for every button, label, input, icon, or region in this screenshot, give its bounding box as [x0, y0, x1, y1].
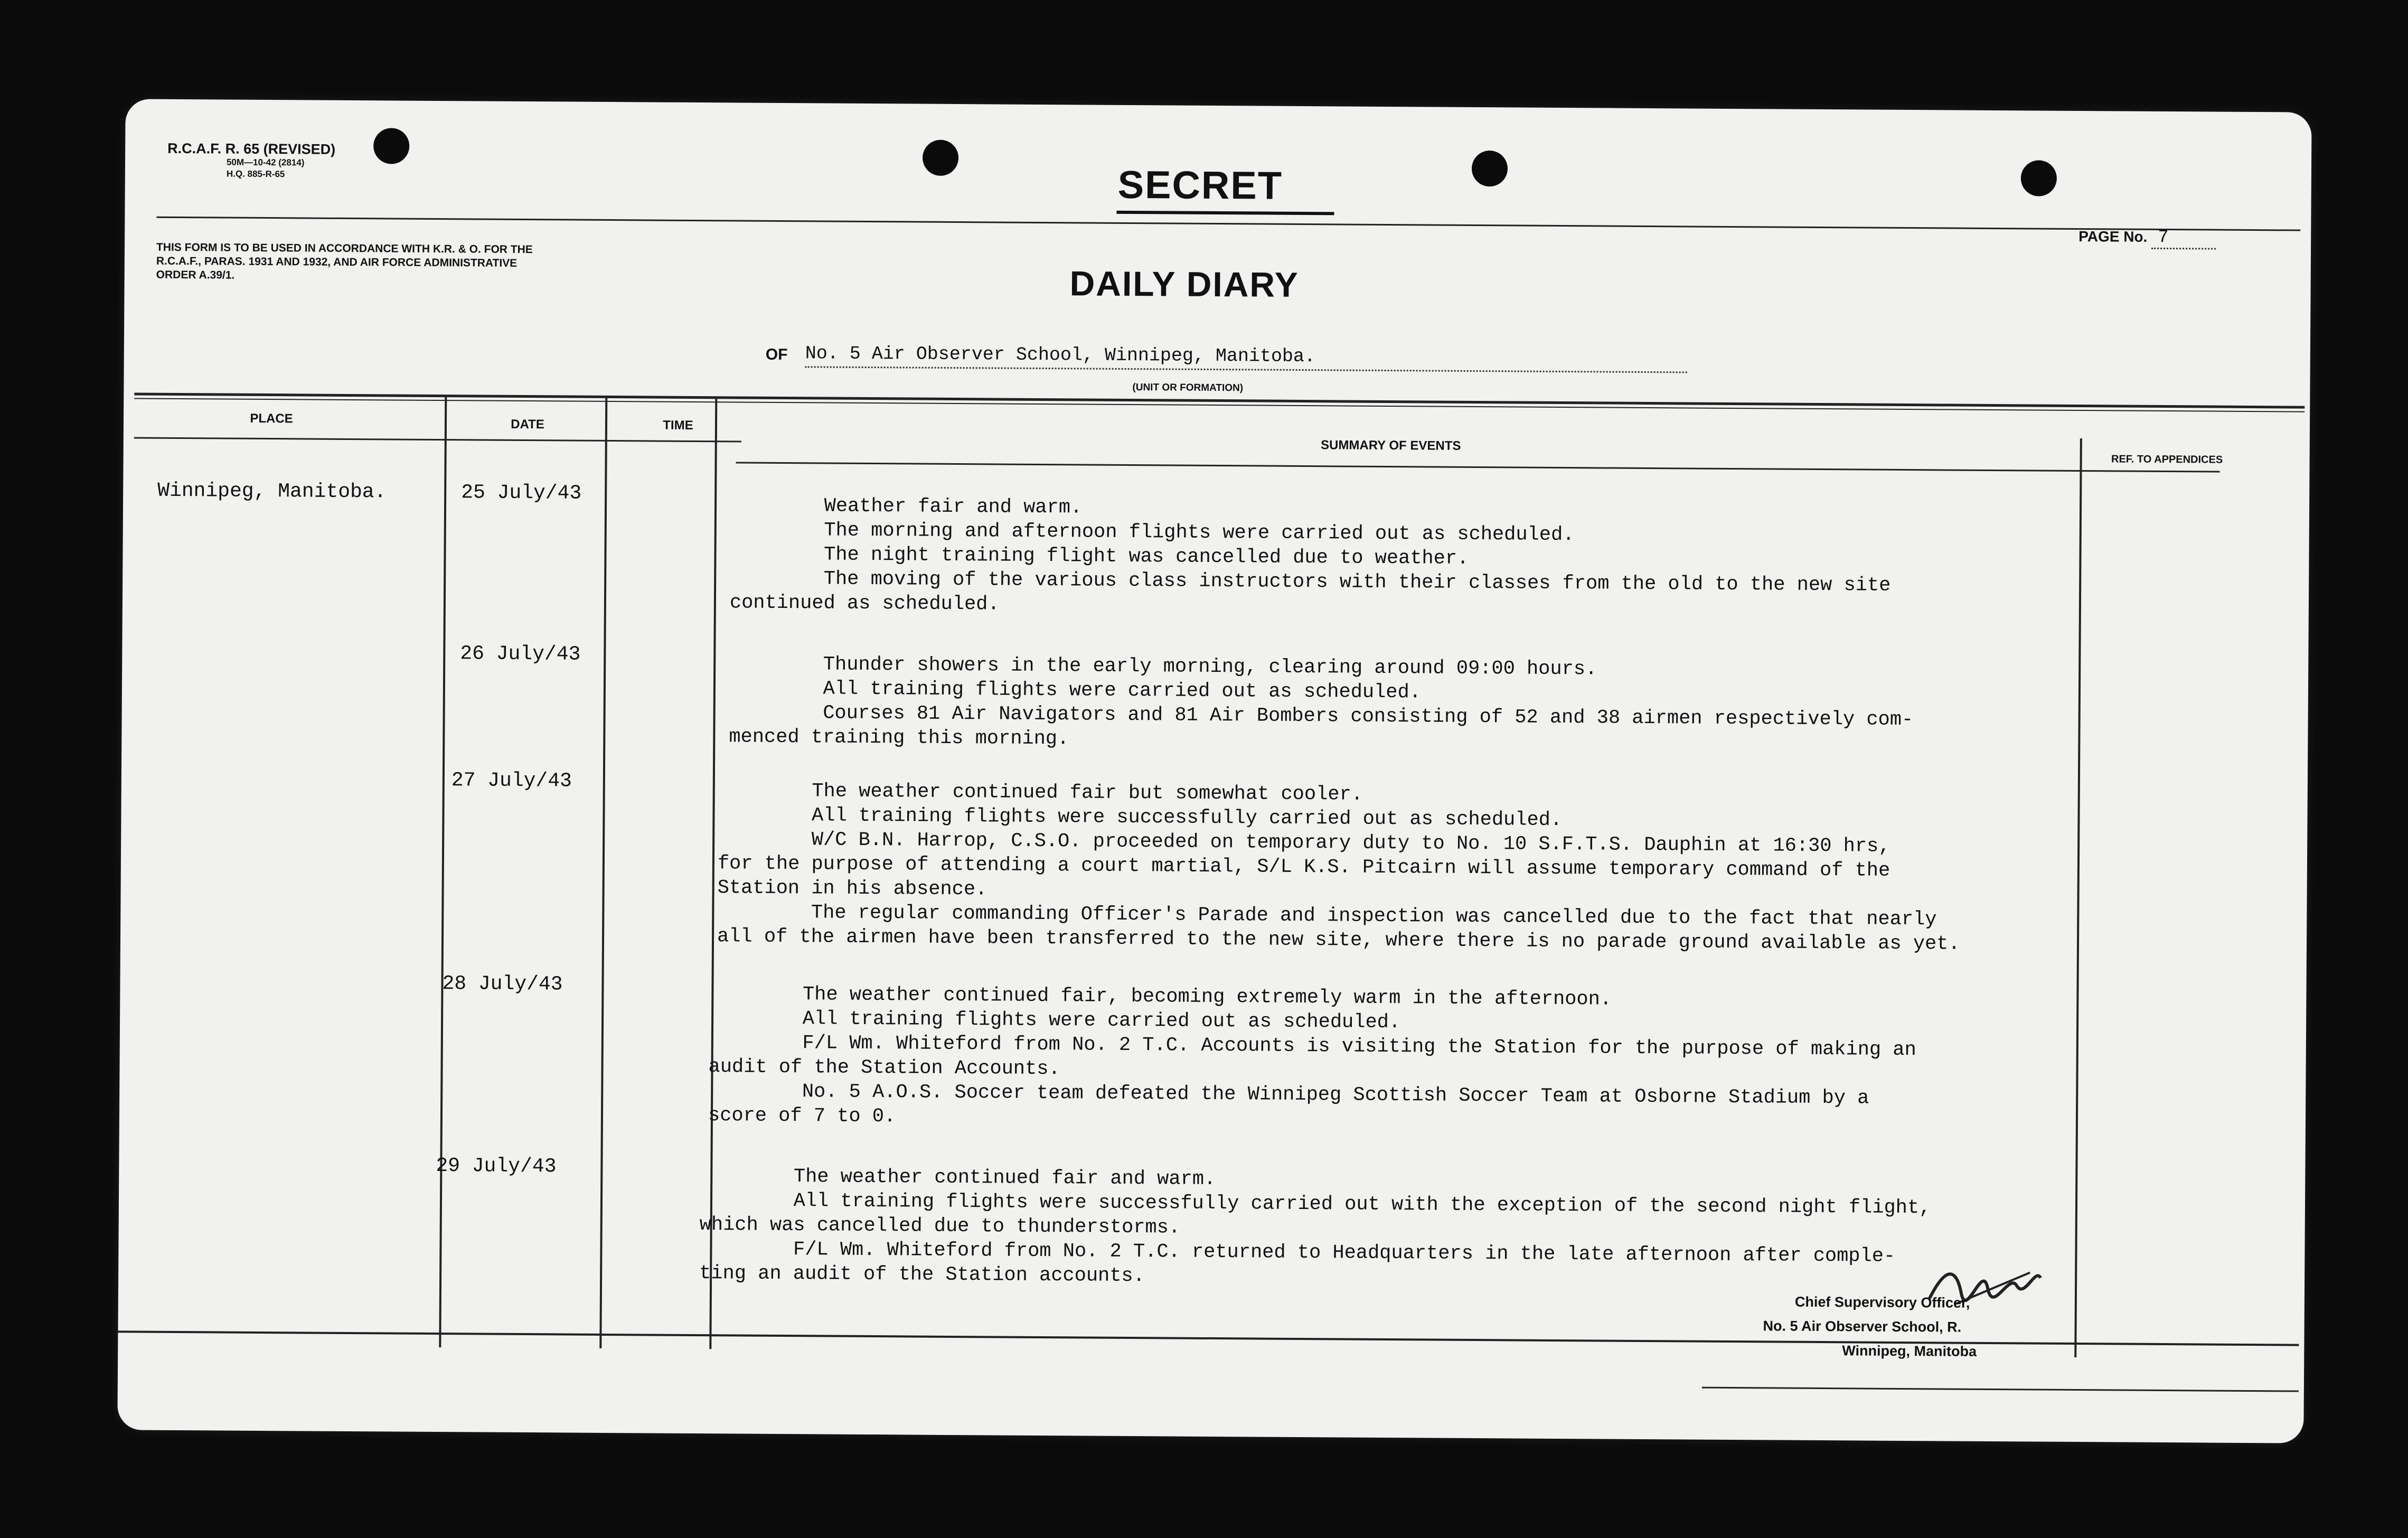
- security-classification: SECRET: [1117, 162, 1283, 208]
- column-header-summary: SUMMARY OF EVENTS: [1321, 438, 1461, 453]
- punch-hole: [923, 140, 958, 176]
- column-divider: [599, 398, 607, 1348]
- unit-name: No. 5 Air Observer School, Winnipeg, Manitoba.: [805, 343, 1687, 373]
- punch-hole: [2021, 160, 2057, 196]
- column-divider: [439, 397, 447, 1347]
- signature-stamp: [1742, 1289, 1977, 1364]
- entry-date: 28 July/43: [442, 972, 563, 996]
- form-identifier: [167, 140, 336, 181]
- entry-summary: Weather fair and warm. The morning and afternoon flights were carried out as scheduled. The night training flight was cancelled due to weather. The moving of the various class instructors with their classes from the old to the new site continued as scheduled.: [729, 494, 1891, 616]
- form-usage-notice: THIS FORM IS TO BE USED IN ACCORDANCE WITH K.R. & O. FOR THE R.C.A.F., PARAS. 1931 AND 1932, AND AIR FORCE ADMINISTRATIVE ORDER A.39/1.: [156, 241, 533, 282]
- entry-summary: The weather continued fair and warm. All training flights were successfully carried out with the exception of the second night flight, which was cancelled due to thunderstorms. F/L Wm. Whiteford from No. 2 T.C. returned to Headquarters in the late afternoon after comple- ting an audit of the Station accounts.: [699, 1165, 1931, 1288]
- entry-date: 25 July/43: [461, 481, 582, 505]
- page-number-field: [2078, 227, 2216, 250]
- form-id-line: R.C.A.F. R. 65 (REVISED): [167, 140, 336, 157]
- page-number-value: 7: [2151, 228, 2216, 250]
- entry-summary: Thunder showers in the early morning, clearing around 09:00 hours. All training flights were carried out as scheduled. Courses 81 Air Navigators and 81 Air Bombers consisting of 52 and 38 airmen respectively com- menced training this morning.: [729, 653, 1914, 751]
- table-bottom-rule: [1702, 1387, 2299, 1392]
- unit-caption: (UNIT OR FORMATION): [1132, 382, 1244, 394]
- column-header-date: DATE: [511, 417, 544, 432]
- punch-hole: [1472, 151, 1508, 186]
- header-bottom-rule: [134, 437, 741, 442]
- column-divider: [2074, 438, 2082, 1357]
- entry-summary: The weather continued fair but somewhat cooler. All training flights were successfully carried out as scheduled. W/C B.N. Harrop, C.S.O. proceeded on temporary duty to No. 10 S.F.T.S. Dauphin at 16:30 hrs, for the purpose of attending a court martial, S/L K.S. Pitcairn will assume temporary command of the Station in his absence. The regular commanding Officer's Parade and inspection was cancelled due to the fact that nearly all of the airmen have been transferred to the new site, where there is no parade ground available as yet.: [717, 780, 1960, 955]
- stamp-line: Chief Supervisory Officer,: [1794, 1293, 1970, 1311]
- entry-place: Winnipeg, Manitoba.: [157, 479, 387, 504]
- entry-date: 29 July/43: [436, 1155, 557, 1178]
- entry-date: 27 July/43: [451, 769, 572, 793]
- column-header-time: TIME: [663, 418, 693, 433]
- entry-date: 26 July/43: [460, 642, 581, 666]
- unit-of-label: OF: [765, 345, 788, 364]
- header-bottom-rule: [736, 462, 2220, 472]
- page-number-label: PAGE No.: [2078, 228, 2148, 245]
- page-title: DAILY DIARY: [1069, 264, 1299, 304]
- punch-hole: [373, 128, 409, 164]
- form-id-line: H.Q. 885-R-65: [226, 168, 285, 180]
- classification-underline: [1116, 211, 1334, 215]
- entry-summary: The weather continued fair, becoming extremely warm in the afternoon. All training flights were carried out as scheduled. F/L Wm. Whiteford from No. 2 T.C. Accounts is visiting the Station for the purpose of making an audit of the Station Accounts. No. 5 A.O.S. Soccer team defeated the Winnipeg Scottish Soccer Team at Osborne Stadium by a score of 7 to 0.: [708, 983, 1916, 1128]
- diary-page: [117, 99, 2311, 1443]
- column-header-ref: REF. TO APPENDICES: [2111, 453, 2223, 466]
- header-rule: [156, 217, 2300, 231]
- form-id-line: 50M—10-42 (2814): [226, 157, 305, 168]
- stamp-line: Winnipeg, Manitoba: [1842, 1343, 1977, 1359]
- stamp-line: No. 5 Air Observer School, R.: [1763, 1318, 1962, 1335]
- column-header-place: PLACE: [250, 411, 293, 426]
